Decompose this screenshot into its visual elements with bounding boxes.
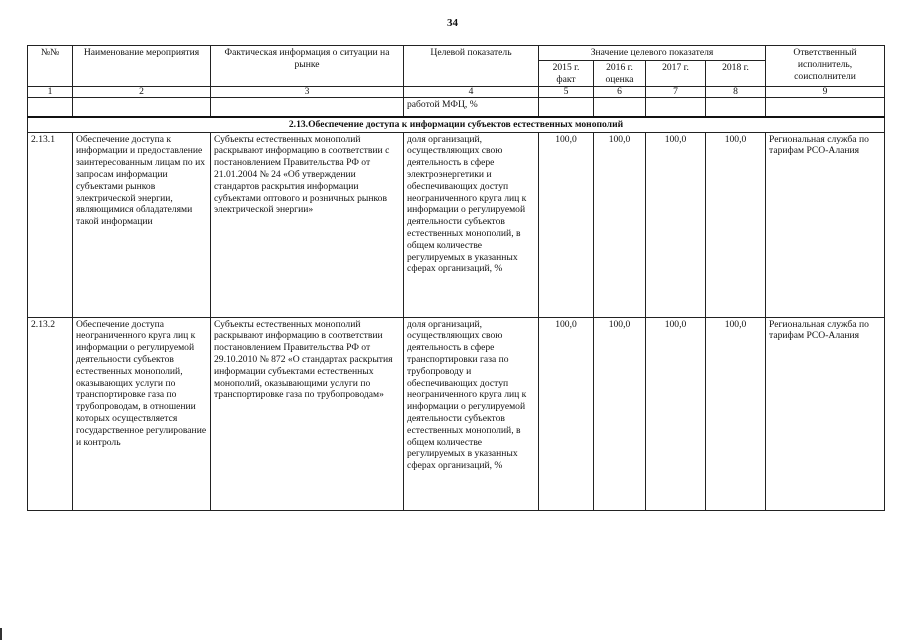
- row-fact-info: Субъекты естественных монополий раскрывают информацию в соответствии постановлением Правительства РФ от 29.10.2010 № 872 «О стандартах раскрытия информации субъектами естественных монополий, оказывающими услуги по транспортировке газа по трубопроводам»: [211, 317, 404, 510]
- column-number: 8: [706, 87, 766, 98]
- section-title: 2.13.Обеспечение доступа к информации субъектов естественных монополий: [28, 117, 885, 132]
- header-2016: 2016 г. оценка: [594, 60, 646, 87]
- row-target: доля организаций, осуществляющих свою деятельность в сфере транспортировки газа по трубопроводу и обеспечивающих доступ неограниченного круга лиц к информации о регулируемой деятельности субъектов естественных монополий, в общем количестве регулируемых в указанных сферах организаций, %: [404, 317, 539, 510]
- column-number: 7: [646, 87, 706, 98]
- header-target: Целевой показатель: [404, 46, 539, 87]
- scan-edge-mark: [0, 628, 2, 640]
- column-number: 1: [28, 87, 73, 98]
- row-value-2018: 100,0: [706, 132, 766, 317]
- header-fact-info: Фактическая информация о ситуации на рынке: [211, 46, 404, 87]
- row-responsible: Региональная служба по тарифам РСО-Алания: [766, 132, 885, 317]
- target-indicators-table: [27, 45, 885, 511]
- row-num: 2.13.1: [28, 132, 73, 317]
- header-2017: 2017 г.: [646, 60, 706, 87]
- row-name: Обеспечение доступа неограниченного круга лиц к информации о регулируемой деятельности субъектов естественных монополий, оказывающих услуги по транспортировке газа по трубопроводам, в отношении которых осуществляется государственное регулирование и контроль: [73, 317, 211, 510]
- column-number: 2: [73, 87, 211, 98]
- column-number-row: [28, 87, 885, 98]
- row-value-2015: 100,0: [539, 317, 594, 510]
- table-row: [28, 317, 885, 510]
- row-num: 2.13.2: [28, 317, 73, 510]
- header-value-group: Значение целевого показателя: [539, 46, 766, 61]
- row-target: доля организаций, осуществляющих свою деятельность в сфере электроэнергетики и обеспечивающих доступ неограниченного круга лиц к информации о регулируемой деятельности субъектов естественных монополий, в общем количестве регулируемых в указанных сферах организаций, %: [404, 132, 539, 317]
- header-2018: 2018 г.: [706, 60, 766, 87]
- header-num: №№: [28, 46, 73, 87]
- row-value-2017: 100,0: [646, 132, 706, 317]
- row-name: Обеспечение доступа к информации и предоставление заинтересованным лицам по их запросам информации субъектами рынков электрической энергии, являющимися обладателями такой информации: [73, 132, 211, 317]
- row-fact-info: Субъекты естественных монополий раскрывают информацию в соответствии с постановлением Правительства РФ от 21.01.2004 № 24 «Об утверждении стандартов раскрытия информации субъектами оптового и розничных рынков электрической энергии»: [211, 132, 404, 317]
- continuation-row: [28, 98, 885, 117]
- row-value-2018: 100,0: [706, 317, 766, 510]
- table-row: [28, 132, 885, 317]
- continuation-text: работой МФЦ, %: [404, 98, 539, 117]
- row-value-2016: 100,0: [594, 317, 646, 510]
- column-number: 3: [211, 87, 404, 98]
- row-value-2017: 100,0: [646, 317, 706, 510]
- row-value-2016: 100,0: [594, 132, 646, 317]
- header-responsible: Ответственный исполнитель, соисполнители: [766, 46, 885, 87]
- header-2015: 2015 г. факт: [539, 60, 594, 87]
- row-value-2015: 100,0: [539, 132, 594, 317]
- header-row-1: [28, 46, 885, 61]
- column-number: 5: [539, 87, 594, 98]
- column-number: 9: [766, 87, 885, 98]
- row-responsible: Региональная служба по тарифам РСО-Алания: [766, 317, 885, 510]
- column-number: 4: [404, 87, 539, 98]
- page-number: 34: [447, 17, 458, 29]
- header-name: Наименование мероприятия: [73, 46, 211, 87]
- column-number: 6: [594, 87, 646, 98]
- section-row: [28, 117, 885, 132]
